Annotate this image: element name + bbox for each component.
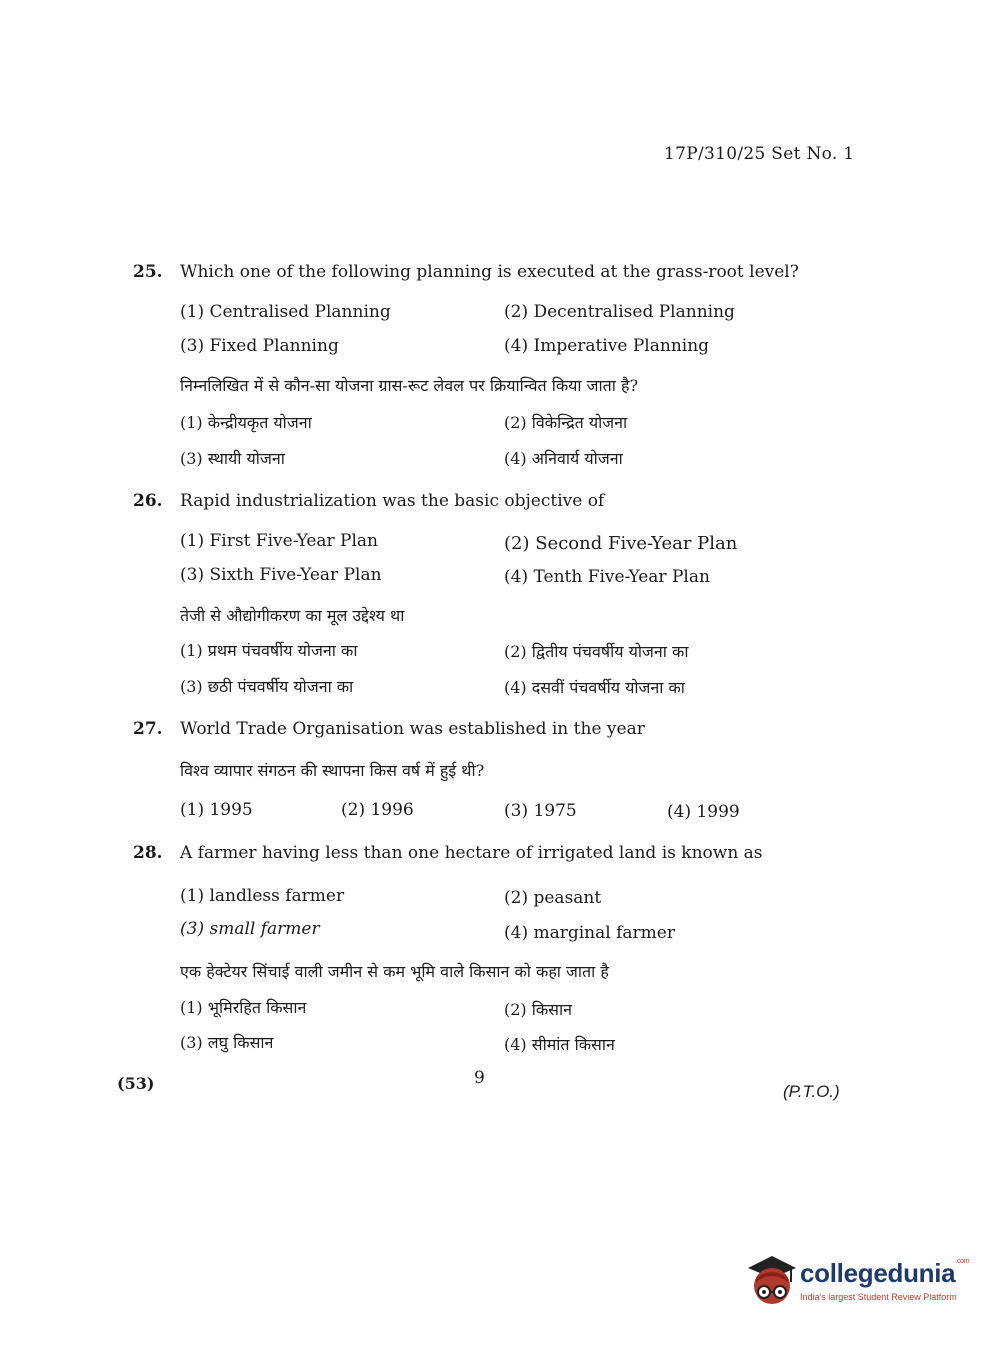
option-en: (4) marginal farmer (504, 923, 675, 943)
option: (4) 1999 (667, 802, 740, 822)
option-hi: (1) प्रथम पंचवर्षीय योजना का (180, 641, 358, 660)
option-en: (4) Tenth Five-Year Plan (504, 567, 710, 587)
option-en: (1) landless farmer (180, 886, 345, 906)
option: (1) 1995 (180, 800, 253, 820)
logo-domain: .com (955, 1258, 970, 1265)
question-text-hi: विश्व व्यापार संगठन की स्थापना किस वर्ष में हुई थी? (180, 761, 485, 780)
option-en: (3) Fixed Planning (180, 336, 339, 356)
question-text-en: Which one of the following planning is executed at the grass-root level? (180, 262, 799, 282)
collegedunia-logo (742, 1248, 972, 1318)
option-en: (2) peasant (504, 888, 602, 908)
option-hi: (1) भूमिरहित किसान (180, 998, 307, 1017)
option-hi: (4) सीमांत किसान (504, 1035, 615, 1054)
question-number: 26. (133, 491, 163, 511)
option-hi: (4) अनिवार्य योजना (504, 449, 623, 468)
question-number: 28. (133, 843, 163, 863)
option-hi: (2) विकेन्द्रित योजना (504, 413, 628, 432)
logo-wordmark (800, 1258, 969, 1289)
option: (2) 1996 (341, 800, 414, 820)
option-en: (2) Decentralised Planning (504, 302, 735, 322)
option-en: (4) Imperative Planning (504, 336, 710, 356)
pto-label: (P.T.O.) (783, 1082, 840, 1101)
option: (3) 1975 (504, 801, 577, 821)
question-text-hi: तेजी से औद्योगीकरण का मूल उद्देश्य था (180, 606, 405, 625)
option-hi: (1) केन्द्रीयकृत योजना (180, 413, 312, 432)
question-number: 25. (133, 262, 163, 282)
logo-tagline: India's largest Student Review Platform (800, 1292, 957, 1302)
option-en: (2) Second Five-Year Plan (504, 533, 738, 554)
option-hi: (3) छठी पंचवर्षीय योजना का (180, 677, 354, 696)
option-hi: (4) दसवीं पंचवर्षीय योजना का (504, 678, 685, 697)
question-text-en: A farmer having less than one hectare of irrigated land is known as (180, 843, 763, 863)
page-number: 9 (474, 1068, 485, 1088)
option-en: (1) Centralised Planning (180, 302, 391, 322)
question-text-hi: एक हेक्टेयर सिंचाई वाली जमीन से कम भूमि वाले किसान को कहा जाता है (180, 962, 609, 981)
logo-name: collegedunia (800, 1258, 956, 1288)
question-text-en: World Trade Organisation was established in the year (180, 719, 645, 739)
graduate-face-icon (742, 1248, 800, 1314)
booklet-code: (53) (117, 1074, 155, 1093)
question-number: 27. (133, 719, 163, 739)
option-hi: (2) द्वितीय पंचवर्षीय योजना का (504, 642, 689, 661)
option-en: (1) First Five-Year Plan (180, 531, 379, 551)
option-en: (3) Sixth Five-Year Plan (180, 565, 382, 585)
question-text-en: Rapid industrialization was the basic objective of (180, 491, 605, 511)
question-text-hi: निम्नलिखित में से कौन-सा योजना ग्रास-रूट लेवल पर क्रियान्वित किया जाता है? (180, 376, 639, 395)
option-hi: (3) स्थायी योजना (180, 449, 285, 468)
option-en: (3) small farmer (180, 919, 320, 939)
option-hi: (2) किसान (504, 1000, 573, 1019)
set-code-header: 17P/310/25 Set No. 1 (664, 144, 855, 164)
option-hi: (3) लघु किसान (180, 1033, 274, 1052)
